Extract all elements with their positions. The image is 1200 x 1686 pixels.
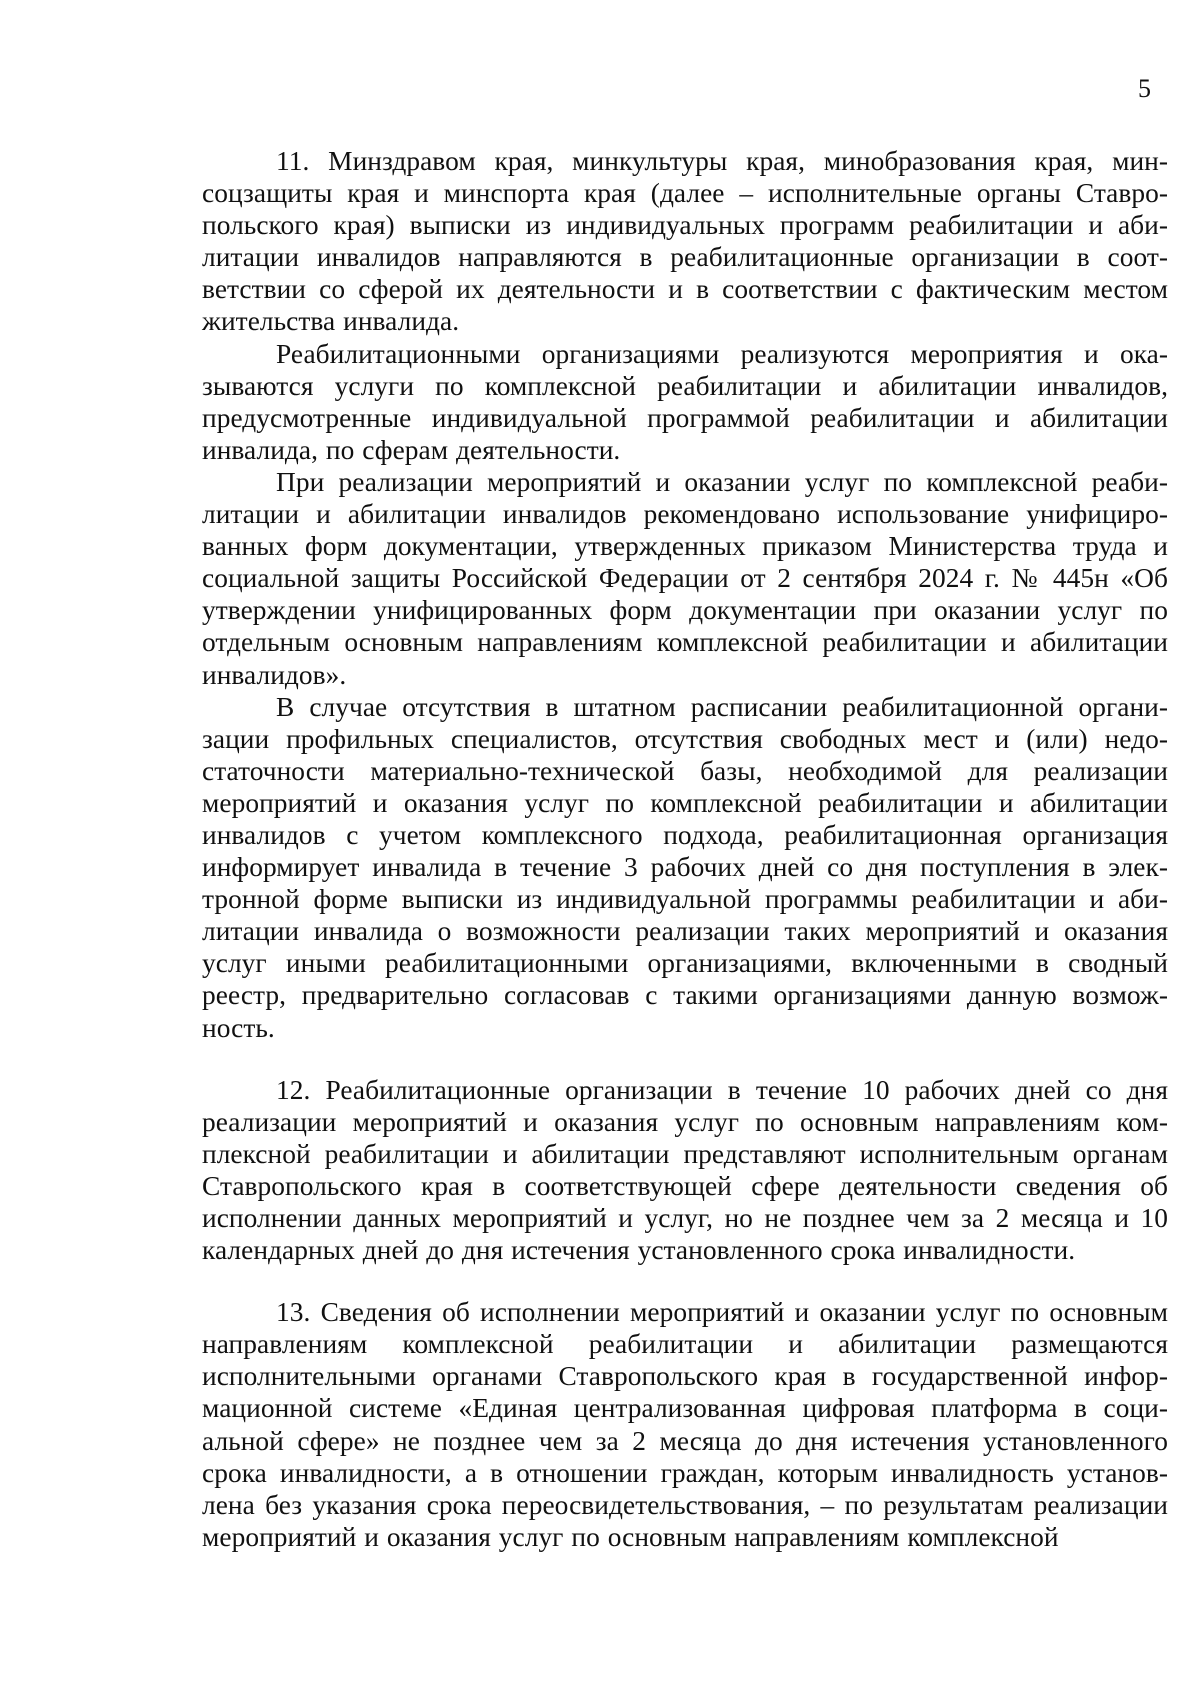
paragraph-rehab-orgs-services: Реабилитационными организациями реализуются мероприятия и оказываются услуги по комплексной реабилитации и абилитации инвалидов, предусмотренные индивидуальной программой реабилитации и абилитации инвалида, по сферам деятельности.	[202, 338, 1168, 465]
section-gap	[202, 1044, 1168, 1074]
paragraph-12: 12. Реабилитационные организации в течение 10 рабочих дней со дня реализации мероприятий и оказания услуг по основным направлениям комплексной реабилитации и абилитации представляют исполнительным органам Ставропольского края в соответствующей сфере деятельности сведения об исполнении данных мероприятий и услуг, но не позднее чем за 2 месяца и 10 календарных дней до дня истечения установленного срока инвалидности.	[202, 1074, 1168, 1266]
paragraph-absence-of-specialists: В случае отсутствия в штатном расписании реабилитационной организации профильных специалистов, отсутствия свободных мест и (или) недостаточности материально-технической базы, необходимой для реализации мероприятий и оказания услуг по комплексной реабилитации и абилитации инвалидов с учетом комплексного подхода, реабилитационная организация информирует инвалида в течение 3 рабочих дней со дня поступления в электронной форме выписки из индивидуальной программы реабилитации и абилитации инвалида о возможности реализации таких мероприятий и оказания услуг иными реабилитационными организациями, включенными в сводный реестр, предварительно согласовав с такими организациями данную возможность.	[202, 691, 1168, 1043]
paragraph-11: 11. Минздравом края, минкультуры края, минобразования края, минсоцзащиты края и минспорта края (далее – исполнительные органы Ставропольского края) выписки из индивидуальных программ реабилитации и абилитации инвалидов направляются в реабилитационные организации в соответствии со сферой их деятельности и в соответствии с фактическим местом жительства инвалида.	[202, 146, 1168, 337]
page-number: 5	[1138, 74, 1151, 103]
section-gap	[202, 1266, 1168, 1296]
paragraph-unified-forms: При реализации мероприятий и оказании услуг по комплексной реабилитации и абилитации инвалидов рекомендовано использование унифицированных форм документации, утвержденных приказом Министерства труда и социальной защиты Российской Федерации от 2 сентября 2024 г. № 445н «Об утверждении унифицированных форм документации при оказании услуг по отдельным основным направлениям комплексной реабилитации и абилитации инвалидов».	[202, 466, 1168, 690]
paragraph-13: 13. Сведения об исполнении мероприятий и оказании услуг по основным направлениям комплексной реабилитации и абилитации размещаются исполнительными органами Ставропольского края в государственной информационной системе «Единая централизованная цифровая платформа в социальной сфере» не позднее чем за 2 месяца до дня истечения установленного срока инвалидности, а в отношении граждан, которым инвалидность установлена без указания срока переосвидетельствования, – по результатам реализации мероприятий и оказания услуг по основным направлениям комплексной	[202, 1297, 1168, 1552]
document-body	[202, 145, 1168, 1553]
